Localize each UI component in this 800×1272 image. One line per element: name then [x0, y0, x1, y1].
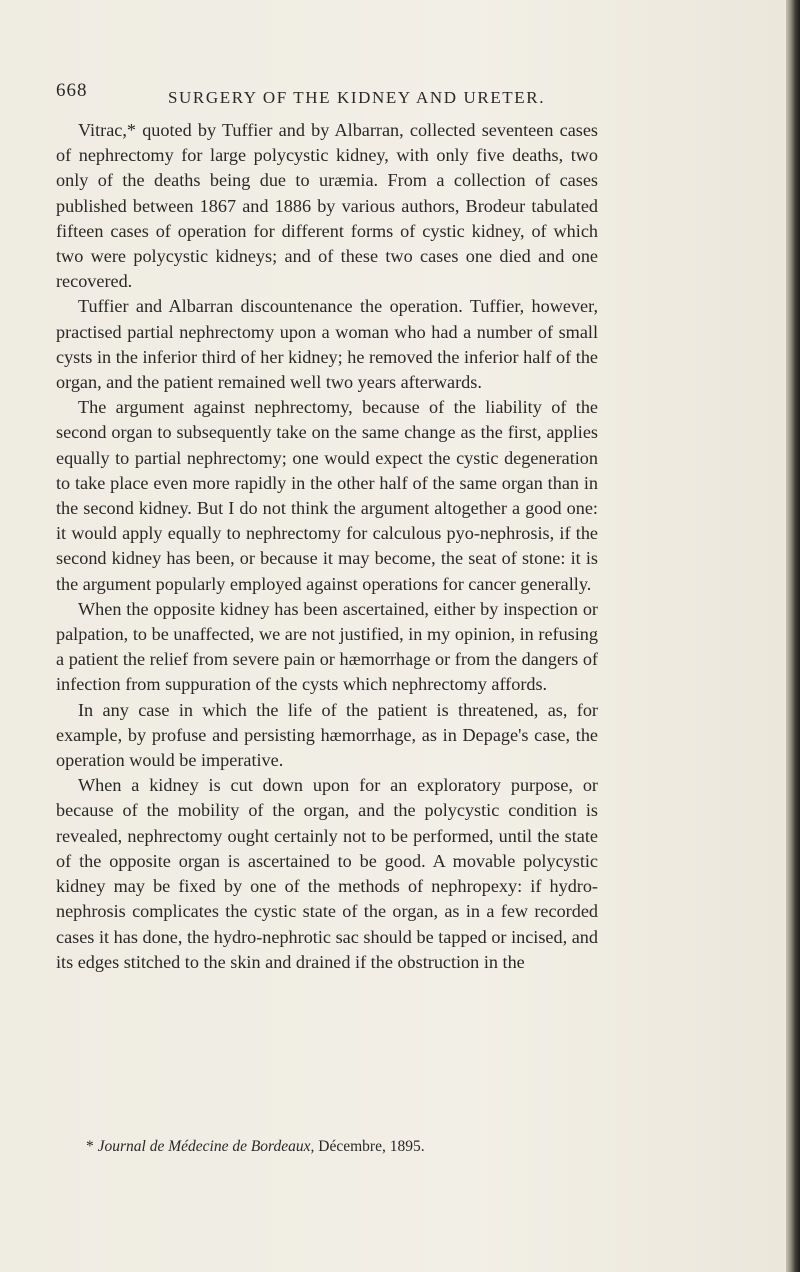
page-edge-shadow — [786, 0, 800, 1272]
running-head — [56, 80, 602, 110]
body-text — [56, 118, 598, 975]
paragraph-exploratory: When a kidney is cut down upon for an exploratory purpose, or because of the mobility of the organ, and the polycystic condition is revealed, nephrectomy ought certainly not to be performed, until the state of the opposite organ is ascertained to be good. A movable polycystic kidney may be fixed by one of the methods of nephropexy: if hydro-nephrosis complicates the cystic state of the organ, as in a few recorded cases it has done, the hydro-nephrotic sac should be tapped or incised, and its edges stitched to the skin and drained if the obstruction in the — [56, 775, 598, 972]
running-title: SURGERY OF THE KIDNEY AND URETER. — [168, 88, 546, 107]
page-number: 668 — [56, 80, 88, 101]
paragraph-tuffier: Tuffier and Albarran discountenance the operation. Tuffier, however, practised partial nephrectomy upon a woman who had a number of small cysts in the inferior third of her kidney; he removed the inferior half of the organ, and the patient remained well two years afterwards. — [56, 296, 598, 393]
footnote — [56, 1136, 598, 1158]
paragraph-threatened-life: In any case in which the life of the patient is threatened, as, for example, by profuse and persisting hæmorrhage, as in Depage's case, the operation would be imperative. — [56, 699, 598, 771]
paragraph-opposite-kidney: When the opposite kidney has been ascertained, either by inspection or palpation, to be unaffected, we are not justified, in my opinion, in refusing a patient the relief from severe pain or hæmorrhage or from the dangers of infection from suppuration of the cysts which nephrectomy affords. — [56, 598, 598, 695]
footnote-marker: * — [86, 1138, 94, 1155]
footnote-date: Décembre, 1895. — [318, 1138, 425, 1155]
paragraph-argument: The argument against nephrectomy, because of the liability of the second organ to subsequently take on the same change as the first, applies equally to partial nephrectomy; one would expect the cystic degeneration to take place even more rapidly in the other half of the same organ than in the second kidney. But I do not think the argument altogether a good one: it would apply equally to nephrectomy for calculous pyo-nephrosis, if the second kidney has been, or because it may become, the seat of stone: it is the argument popularly employed against operations for cancer generally. — [56, 397, 598, 594]
paragraph-vitrac: Vitrac,* quoted by Tuffier and by Albarran, collected seventeen cases of nephrectomy for large polycystic kidney, with only five deaths, two only of the deaths being due to uræmia. From a collection of cases published between 1867 and 1886 by various authors, Brodeur tabulated fifteen cases of operation for different forms of cystic kidney, of which two were polycystic kidneys; and of these two cases one died and one recovered. — [56, 120, 598, 292]
footnote-journal: Journal de Médecine de Bordeaux, — [97, 1138, 315, 1155]
